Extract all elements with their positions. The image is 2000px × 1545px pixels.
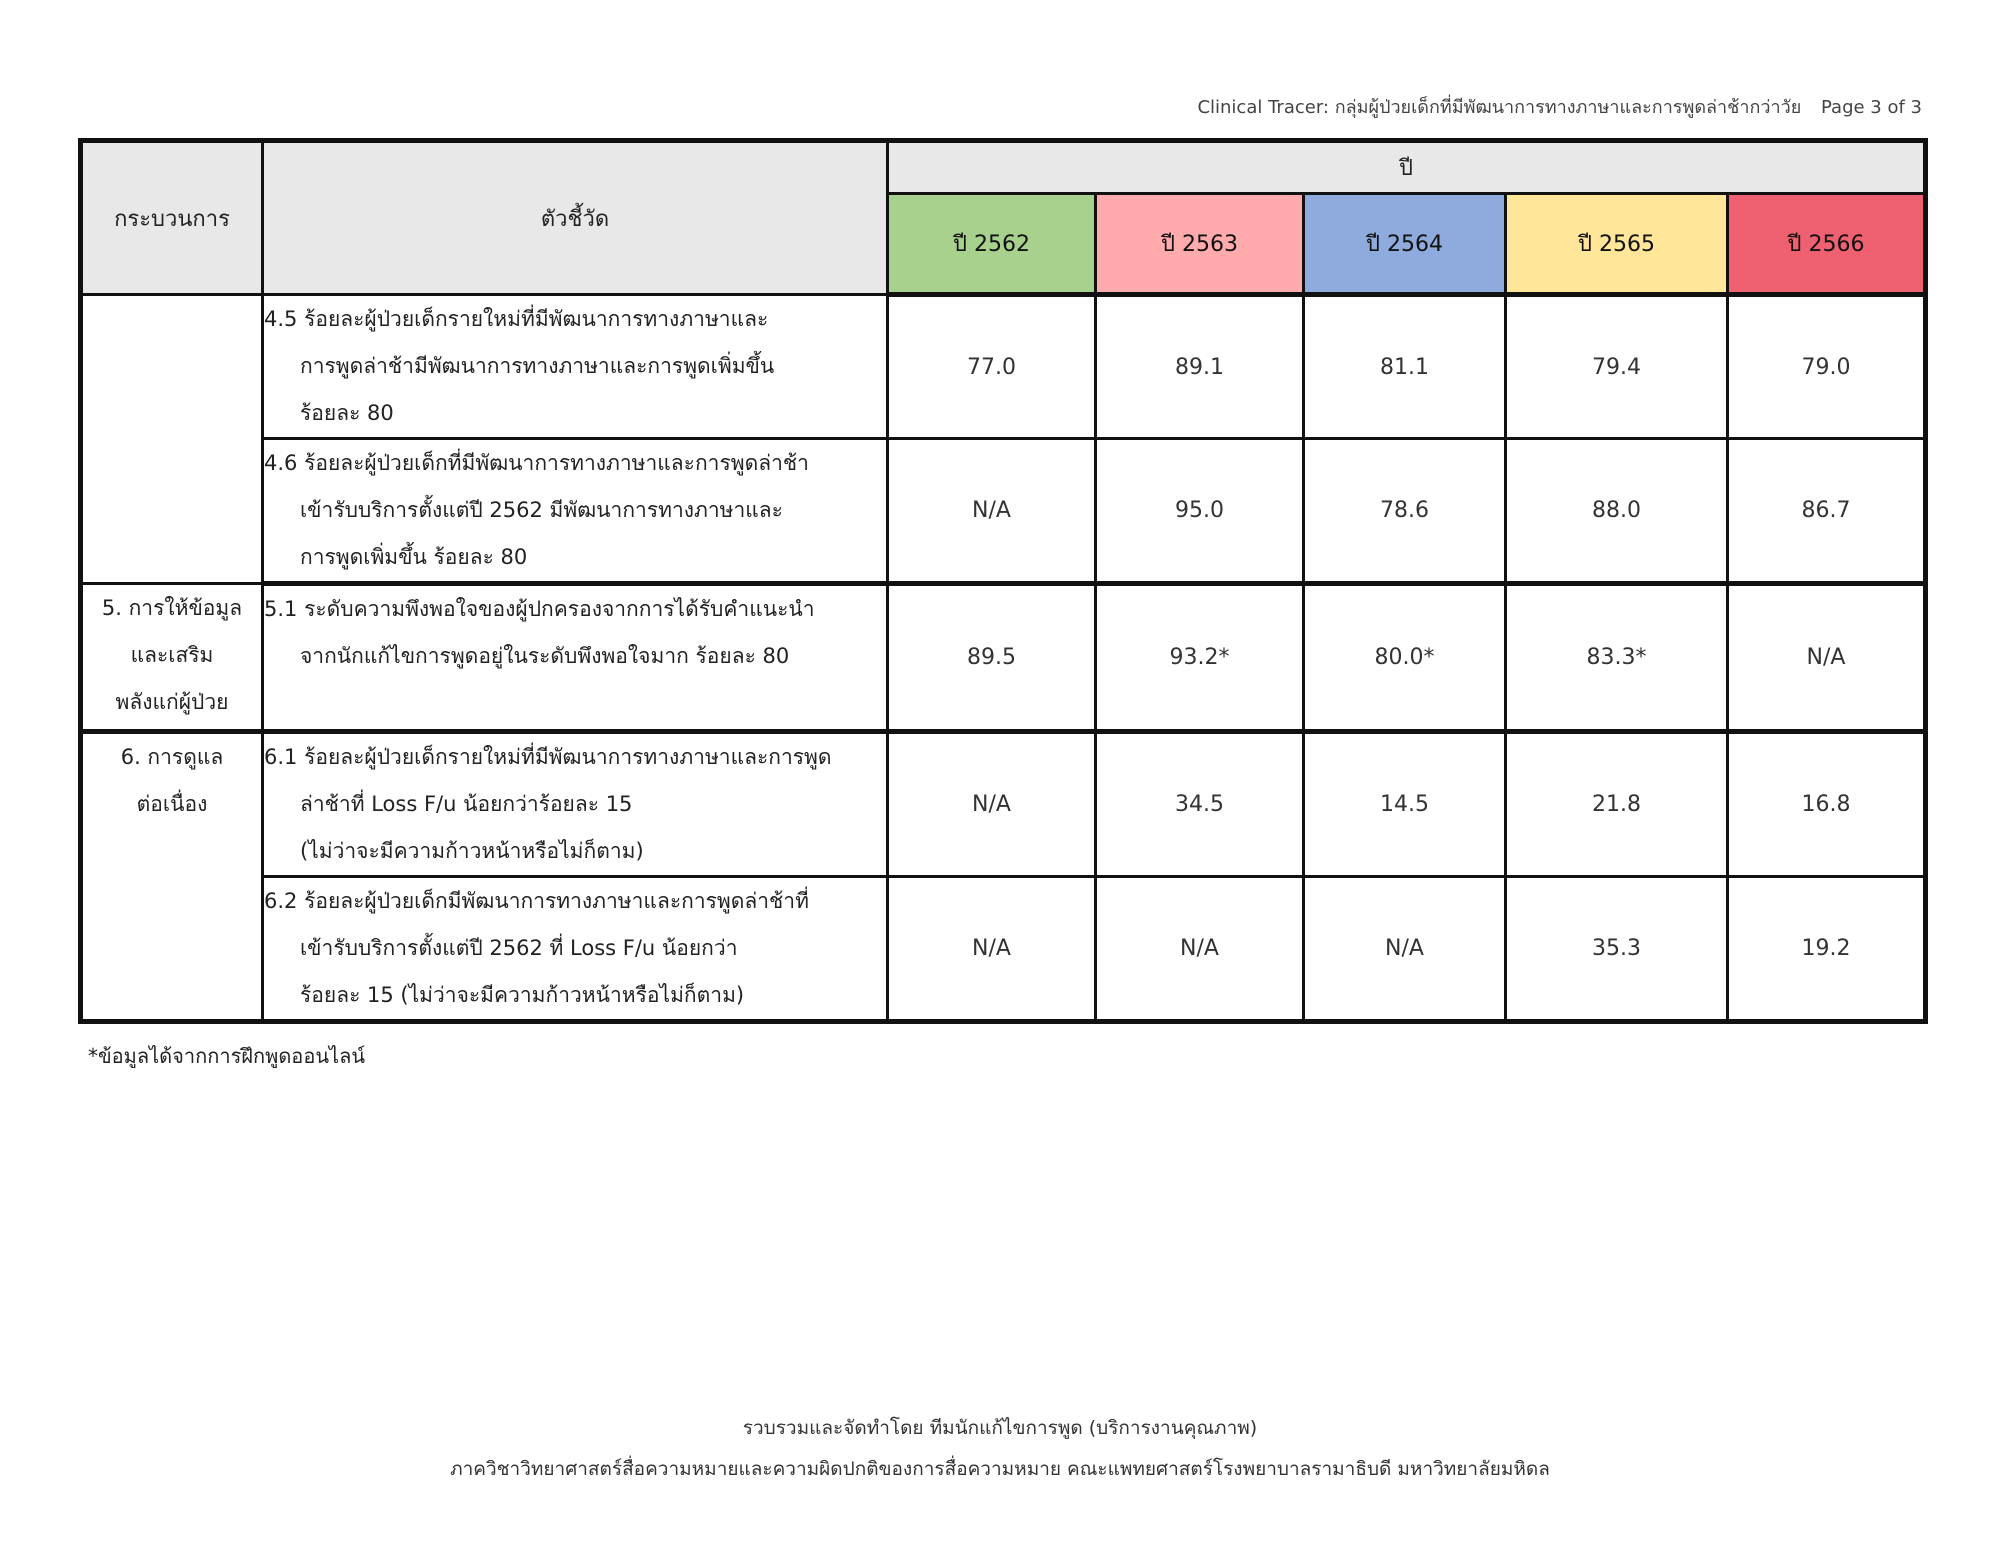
indicator-cell	[263, 439, 888, 584]
value-cell: N/A	[1304, 877, 1506, 1022]
footer-department: ภาควิชาวิทยาศาสตร์สื่อความหมายและความผิดปกติของการสื่อความหมาย คณะแพทยศาสตร์โรงพยาบาลรามาธิบดี มหาวิทยาลัยมหิดล	[450, 1458, 1550, 1480]
footer-credit: รวบรวมและจัดทำโดย ทีมนักแก้ไขการพูด (บริการงานคุณภาพ)	[742, 1417, 1258, 1439]
value-cell: 89.1	[1096, 295, 1304, 439]
value-cell: N/A	[888, 439, 1096, 584]
indicator-line: ร้อยละ 15 (ไม่ว่าจะมีความก้าวหน้าหรือไม่ก็ตาม)	[300, 983, 745, 1007]
page-number: Page 3 of 3	[1821, 97, 1922, 118]
table-row	[81, 295, 1926, 439]
value-cell: 93.2*	[1096, 584, 1304, 732]
value-cell: 79.4	[1506, 295, 1728, 439]
value-cell: 16.8	[1728, 732, 1926, 877]
table-row	[81, 439, 1926, 584]
process-line: 6. การดูแล	[120, 745, 224, 769]
indicator-line: การพูดเพิ่มขึ้น ร้อยละ 80	[300, 545, 528, 569]
column-header-year: ปี 2566	[1728, 193, 1926, 294]
column-header-year: ปี 2564	[1304, 193, 1506, 294]
value-cell: 83.3*	[1506, 584, 1728, 732]
value-cell: 34.5	[1096, 732, 1304, 877]
column-header-indicator: ตัวชี้วัด	[263, 141, 888, 295]
process-line: ต่อเนื่อง	[136, 792, 208, 816]
process-line: พลังแก่ผู้ป่วย	[115, 690, 229, 714]
process-cell	[81, 295, 263, 584]
table-row	[81, 877, 1926, 1022]
value-cell: 80.0*	[1304, 584, 1506, 732]
value-cell: 77.0	[888, 295, 1096, 439]
value-cell: 81.1	[1304, 295, 1506, 439]
value-cell: 35.3	[1506, 877, 1728, 1022]
indicator-line: การพูดล่าช้ามีพัฒนาการทางภาษาและการพูดเพิ่มขึ้น	[300, 354, 775, 378]
value-cell: 78.6	[1304, 439, 1506, 584]
indicator-cell	[263, 732, 888, 877]
indicator-line: 5.1 ระดับความพึงพอใจของผู้ปกครองจากการได้รับคำแนะนำ	[264, 597, 815, 621]
column-header-year: ปี 2563	[1096, 193, 1304, 294]
indicator-line: ล่าช้าที่ Loss F/u น้อยกว่าร้อยละ 15	[300, 792, 633, 816]
value-cell: 88.0	[1506, 439, 1728, 584]
value-cell: 21.8	[1506, 732, 1728, 877]
value-cell: 89.5	[888, 584, 1096, 732]
indicator-cell	[263, 295, 888, 439]
indicator-line: (ไม่ว่าจะมีความก้าวหน้าหรือไม่ก็ตาม)	[300, 839, 644, 863]
process-line: 5. การให้ข้อมูล	[101, 596, 243, 620]
process-cell	[81, 584, 263, 732]
value-cell: N/A	[888, 732, 1096, 877]
table-row	[81, 584, 1926, 732]
indicator-line: 6.2 ร้อยละผู้ป่วยเด็กมีพัฒนาการทางภาษาและการพูดล่าช้าที่	[264, 889, 809, 913]
page-header	[1197, 92, 1922, 121]
indicator-line: เข้ารับบริการตั้งแต่ปี 2562 ที่ Loss F/u น้อยกว่า	[300, 936, 738, 960]
column-header-year: ปี 2565	[1506, 193, 1728, 294]
process-cell	[81, 732, 263, 1022]
indicator-line: 4.5 ร้อยละผู้ป่วยเด็กรายใหม่ที่มีพัฒนาการทางภาษาและ	[264, 307, 769, 331]
value-cell: N/A	[1096, 877, 1304, 1022]
column-header-year: ปี 2562	[888, 193, 1096, 294]
column-header-year-group: ปี	[888, 141, 1926, 194]
indicator-line: ร้อยละ 80	[300, 401, 394, 425]
process-line: และเสริม	[130, 643, 214, 667]
value-cell: 19.2	[1728, 877, 1926, 1022]
footnote: *ข้อมูลได้จากการฝึกพูดออนไลน์	[88, 1044, 365, 1068]
value-cell: 14.5	[1304, 732, 1506, 877]
value-cell: 79.0	[1728, 295, 1926, 439]
value-cell: N/A	[1728, 584, 1926, 732]
document-title: Clinical Tracer: กลุ่มผู้ป่วยเด็กที่มีพัฒนาการทางภาษาและการพูดล่าช้ากว่าวัย	[1197, 97, 1802, 118]
value-cell: N/A	[888, 877, 1096, 1022]
indicator-line: 4.6 ร้อยละผู้ป่วยเด็กที่มีพัฒนาการทางภาษาและการพูดล่าช้า	[264, 451, 809, 475]
indicator-cell	[263, 877, 888, 1022]
indicator-cell	[263, 584, 888, 732]
indicator-line: เข้ารับบริการตั้งแต่ปี 2562 มีพัฒนาการทางภาษาและ	[300, 498, 783, 522]
value-cell: 95.0	[1096, 439, 1304, 584]
indicator-line: จากนักแก้ไขการพูดอยู่ในระดับพึงพอใจมาก ร้อยละ 80	[300, 644, 790, 668]
indicator-table	[78, 138, 1928, 1024]
indicator-line: 6.1 ร้อยละผู้ป่วยเด็กรายใหม่ที่มีพัฒนาการทางภาษาและการพูด	[264, 745, 832, 769]
column-header-process: กระบวนการ	[81, 141, 263, 295]
value-cell: 86.7	[1728, 439, 1926, 584]
table-row	[81, 732, 1926, 877]
